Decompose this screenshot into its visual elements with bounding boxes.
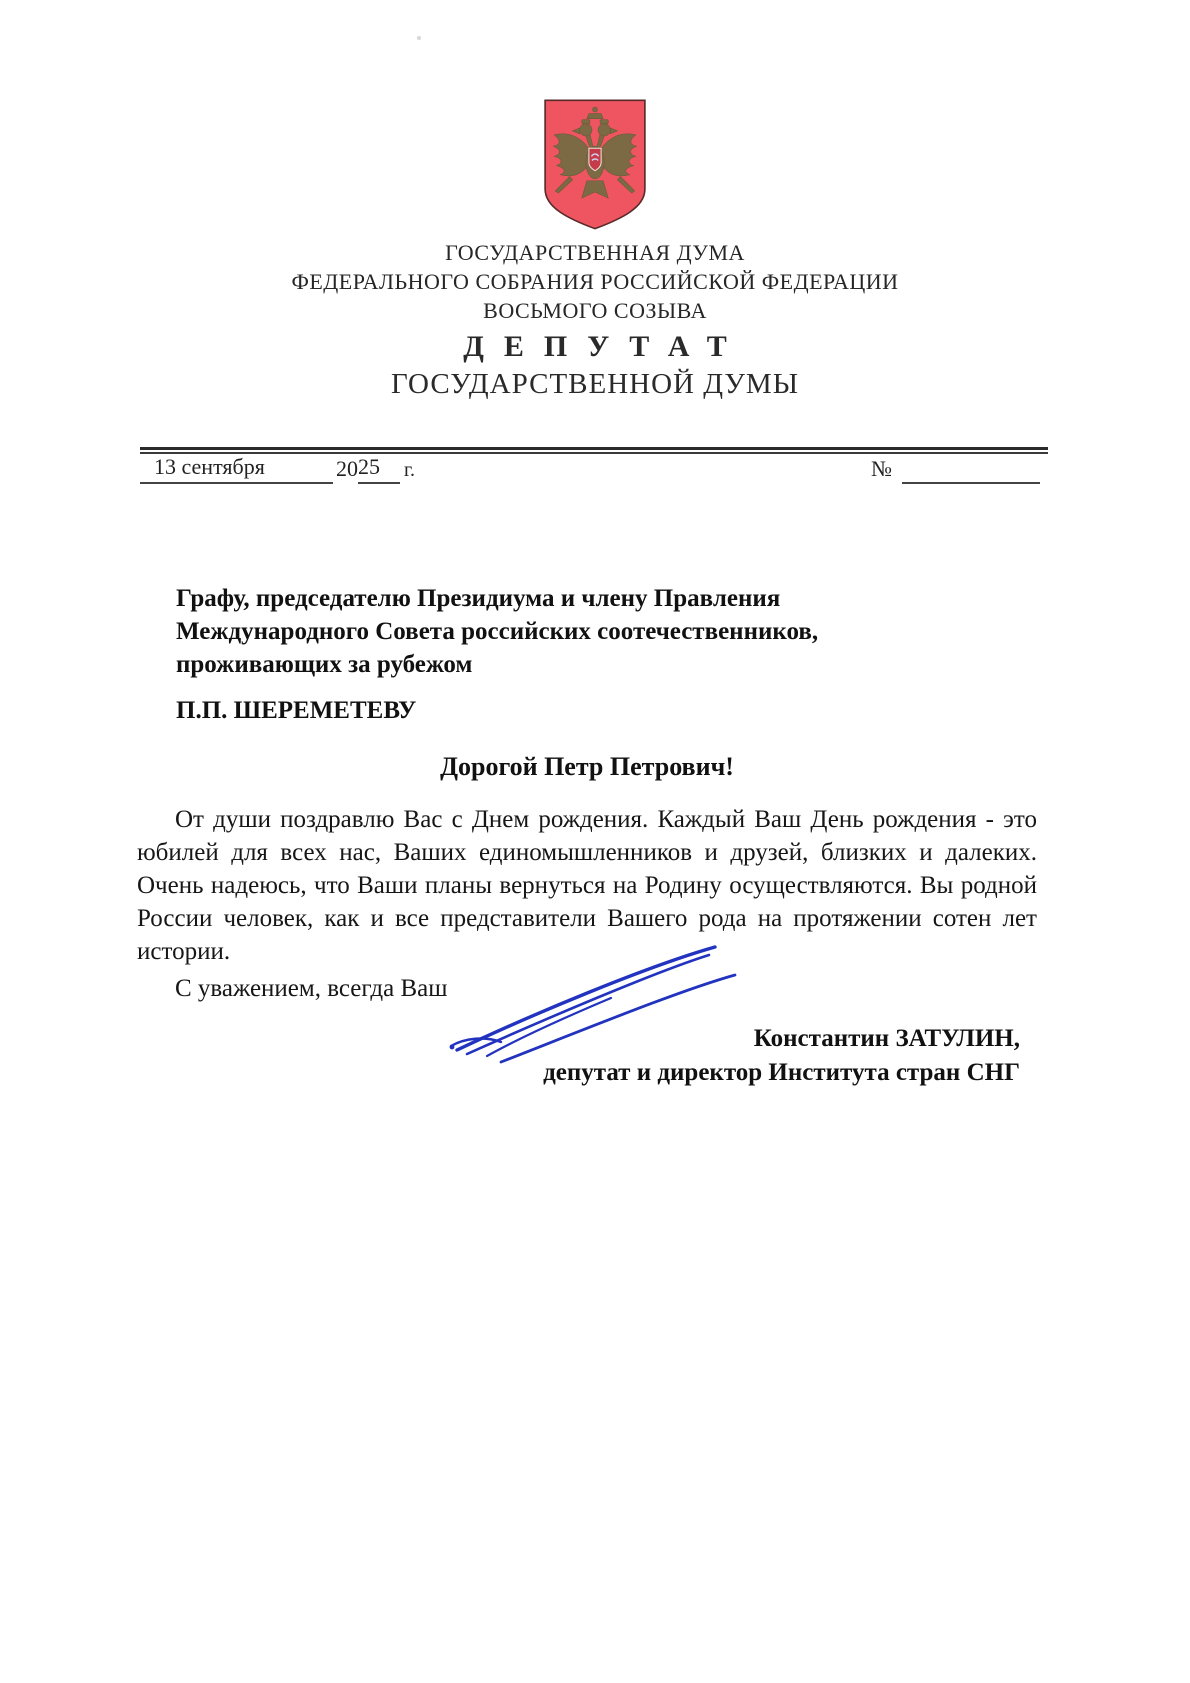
closing-line: С уважением, всегда Ваш bbox=[175, 975, 448, 1002]
letterhead-double-rule bbox=[140, 447, 1048, 454]
number-blank-field bbox=[902, 458, 1040, 484]
org-line-1: ГОСУДАРСТВЕННАЯ ДУМА bbox=[445, 240, 745, 265]
addressee-block bbox=[176, 582, 896, 727]
org-line-2: ФЕДЕРАЛЬНОГО СОБРАНИЯ РОССИЙСКОЙ ФЕДЕРАЦИИ bbox=[291, 269, 899, 294]
letter-body-paragraph: От души поздравлю Вас с Днем рождения. Каждый Ваш День рождения - это юбилей для всех нас, Ваших единомышленников и друзей, близких и далеких. Очень надеюсь, что Ваши планы вернуться на Родину осуществляются. Вы родной России человек, как и все представители Вашего рода на протяжении сотен лет истории. bbox=[137, 806, 1037, 965]
scan-artifact-dot bbox=[417, 36, 421, 40]
signer-title: депутат и директор Института стран СНГ bbox=[543, 1059, 1020, 1086]
year-suffix: г. bbox=[404, 459, 415, 481]
salutation: Дорогой Петр Петрович! bbox=[440, 752, 734, 781]
year-prefix: 20 bbox=[336, 456, 358, 481]
letterhead-org-block bbox=[0, 238, 1190, 325]
number-group bbox=[871, 456, 1040, 484]
addressee-line-2: Международного Совета российских соотечественников, bbox=[176, 618, 819, 645]
date-group bbox=[140, 454, 415, 484]
date-number-row bbox=[140, 454, 1040, 484]
signature-block bbox=[543, 1022, 1020, 1090]
deputy-title: ДЕПУТАТ bbox=[463, 330, 747, 363]
addressee-line-1: Графу, председателю Президиума и члену Правления bbox=[176, 585, 781, 612]
addressee-name: П.П. ШЕРЕМЕТЕВУ bbox=[176, 697, 417, 724]
date-field: 13 сентября bbox=[140, 454, 333, 484]
org-line-3: ВОСЬМОГО СОЗЫВА bbox=[483, 298, 707, 323]
signer-name: Константин ЗАТУЛИН, bbox=[753, 1025, 1020, 1052]
year-field: 25 bbox=[358, 454, 400, 484]
number-label: № bbox=[871, 456, 892, 481]
deputy-subtitle: ГОСУДАРСТВЕННОЙ ДУМЫ bbox=[391, 368, 799, 400]
addressee-line-3: проживающих за рубежом bbox=[176, 651, 473, 678]
coat-of-arms-russia-icon bbox=[539, 95, 651, 233]
